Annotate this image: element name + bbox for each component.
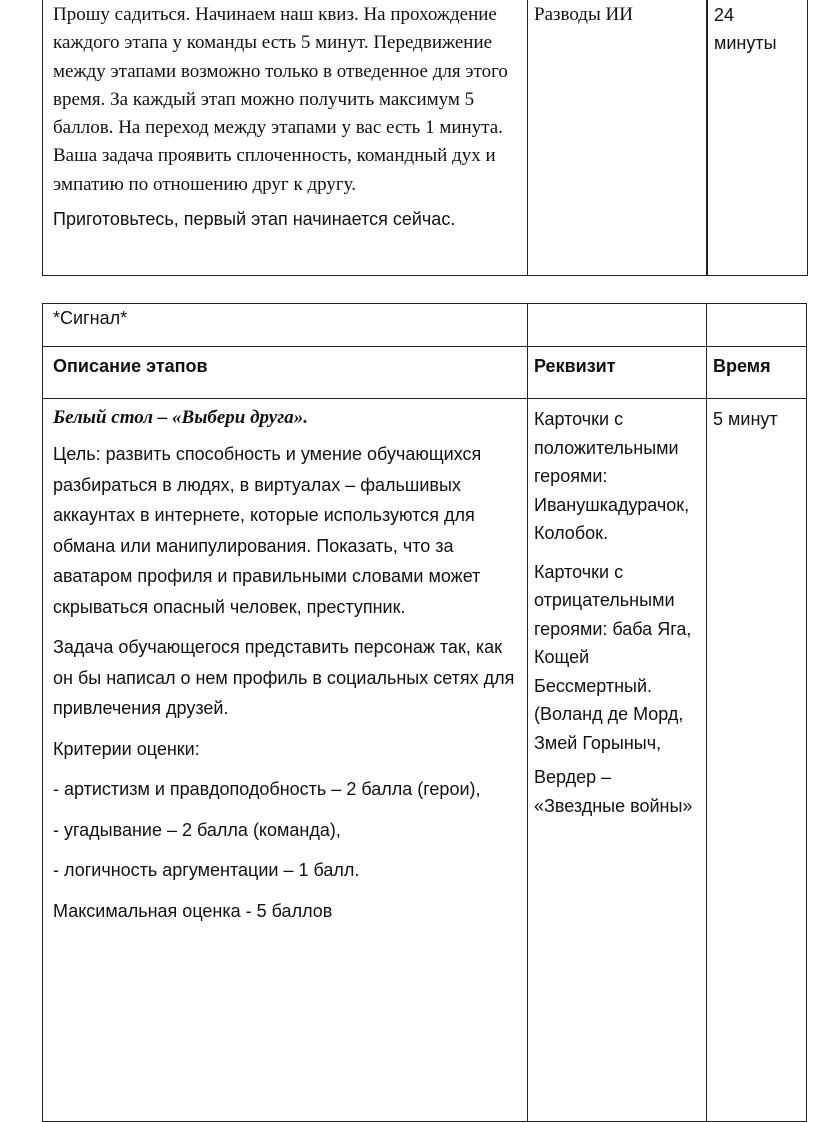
stage-description-cell xyxy=(43,399,528,1122)
header-row xyxy=(43,347,807,399)
intro-last-line: Приготовьтесь, первый этап начинается сейчас. xyxy=(53,209,456,230)
signal-empty-cell-2 xyxy=(707,304,807,347)
signal-label: *Сигнал* xyxy=(53,308,128,328)
props-positive: Карточки с положительными героями: Иванушкадурачок, Колобок. xyxy=(534,409,690,543)
stage-goal: Цель: развить способность и умение обучающихся разбираться в людях, в виртуалах – фальшивых аккаунтах в интернете, которые используются для обмана или манипулирования. Показать, что за аватаром профиля и правильными словами может скрываться опасный человек, преступник. xyxy=(53,444,482,617)
intro-time: 24 минуты xyxy=(714,5,777,54)
criteria-item: - логичность аргументации – 1 балл. xyxy=(53,860,360,880)
props-negative: Карточки с отрицательными героями: баба Яга, Кощей Бессмертный. (Воланд де Морд, Змей Горыныч, xyxy=(534,561,692,753)
header-time: Время xyxy=(707,347,807,399)
intro-props-cell xyxy=(528,0,708,276)
signal-cell xyxy=(43,304,528,347)
stage-props-cell xyxy=(528,399,707,1122)
intro-time-cell xyxy=(707,0,808,276)
stage-task: Задача обучающегося представить персонаж так, как он бы написал о нем профиль в социальных сетях для привлечения друзей. xyxy=(53,637,515,718)
stage-time-cell xyxy=(707,399,807,1122)
intro-row xyxy=(43,0,808,276)
props-extra: Вердер – «Звездные войны» xyxy=(534,767,693,816)
criteria-title: Критерии оценки: xyxy=(53,738,200,759)
stage-time: 5 минут xyxy=(713,409,778,429)
header-props: Реквизит xyxy=(528,347,707,399)
stage-row xyxy=(43,399,807,1122)
signal-row xyxy=(43,304,807,347)
signal-empty-cell xyxy=(528,304,707,347)
intro-props: Разводы ИИ xyxy=(534,4,633,25)
header-description: Описание этапов xyxy=(43,347,528,399)
intro-text: Прошу садиться. Начинаем наш квиз. На прохождение каждого этапа у команды есть 5 минут. Передвижение между этапами возможно только в отведенное для этого время. За каждый этап можно получить максимум 5 баллов. На переход между этапами у вас есть 1 минута. Ваша задача проявить сплоченность, командный дух и эмпатию по отношению друг к другу. xyxy=(53,4,508,195)
stage-title: Белый стол – «Выбери друга». xyxy=(53,407,308,428)
criteria-item: - угадывание – 2 балла (команда), xyxy=(53,819,341,840)
criteria-item: - артистизм и правдоподобность – 2 балла (герои), xyxy=(53,779,481,799)
intro-table xyxy=(42,0,808,276)
intro-text-cell xyxy=(43,0,528,276)
max-score: Максимальная оценка - 5 баллов xyxy=(53,900,333,921)
stages-table xyxy=(42,303,807,1122)
